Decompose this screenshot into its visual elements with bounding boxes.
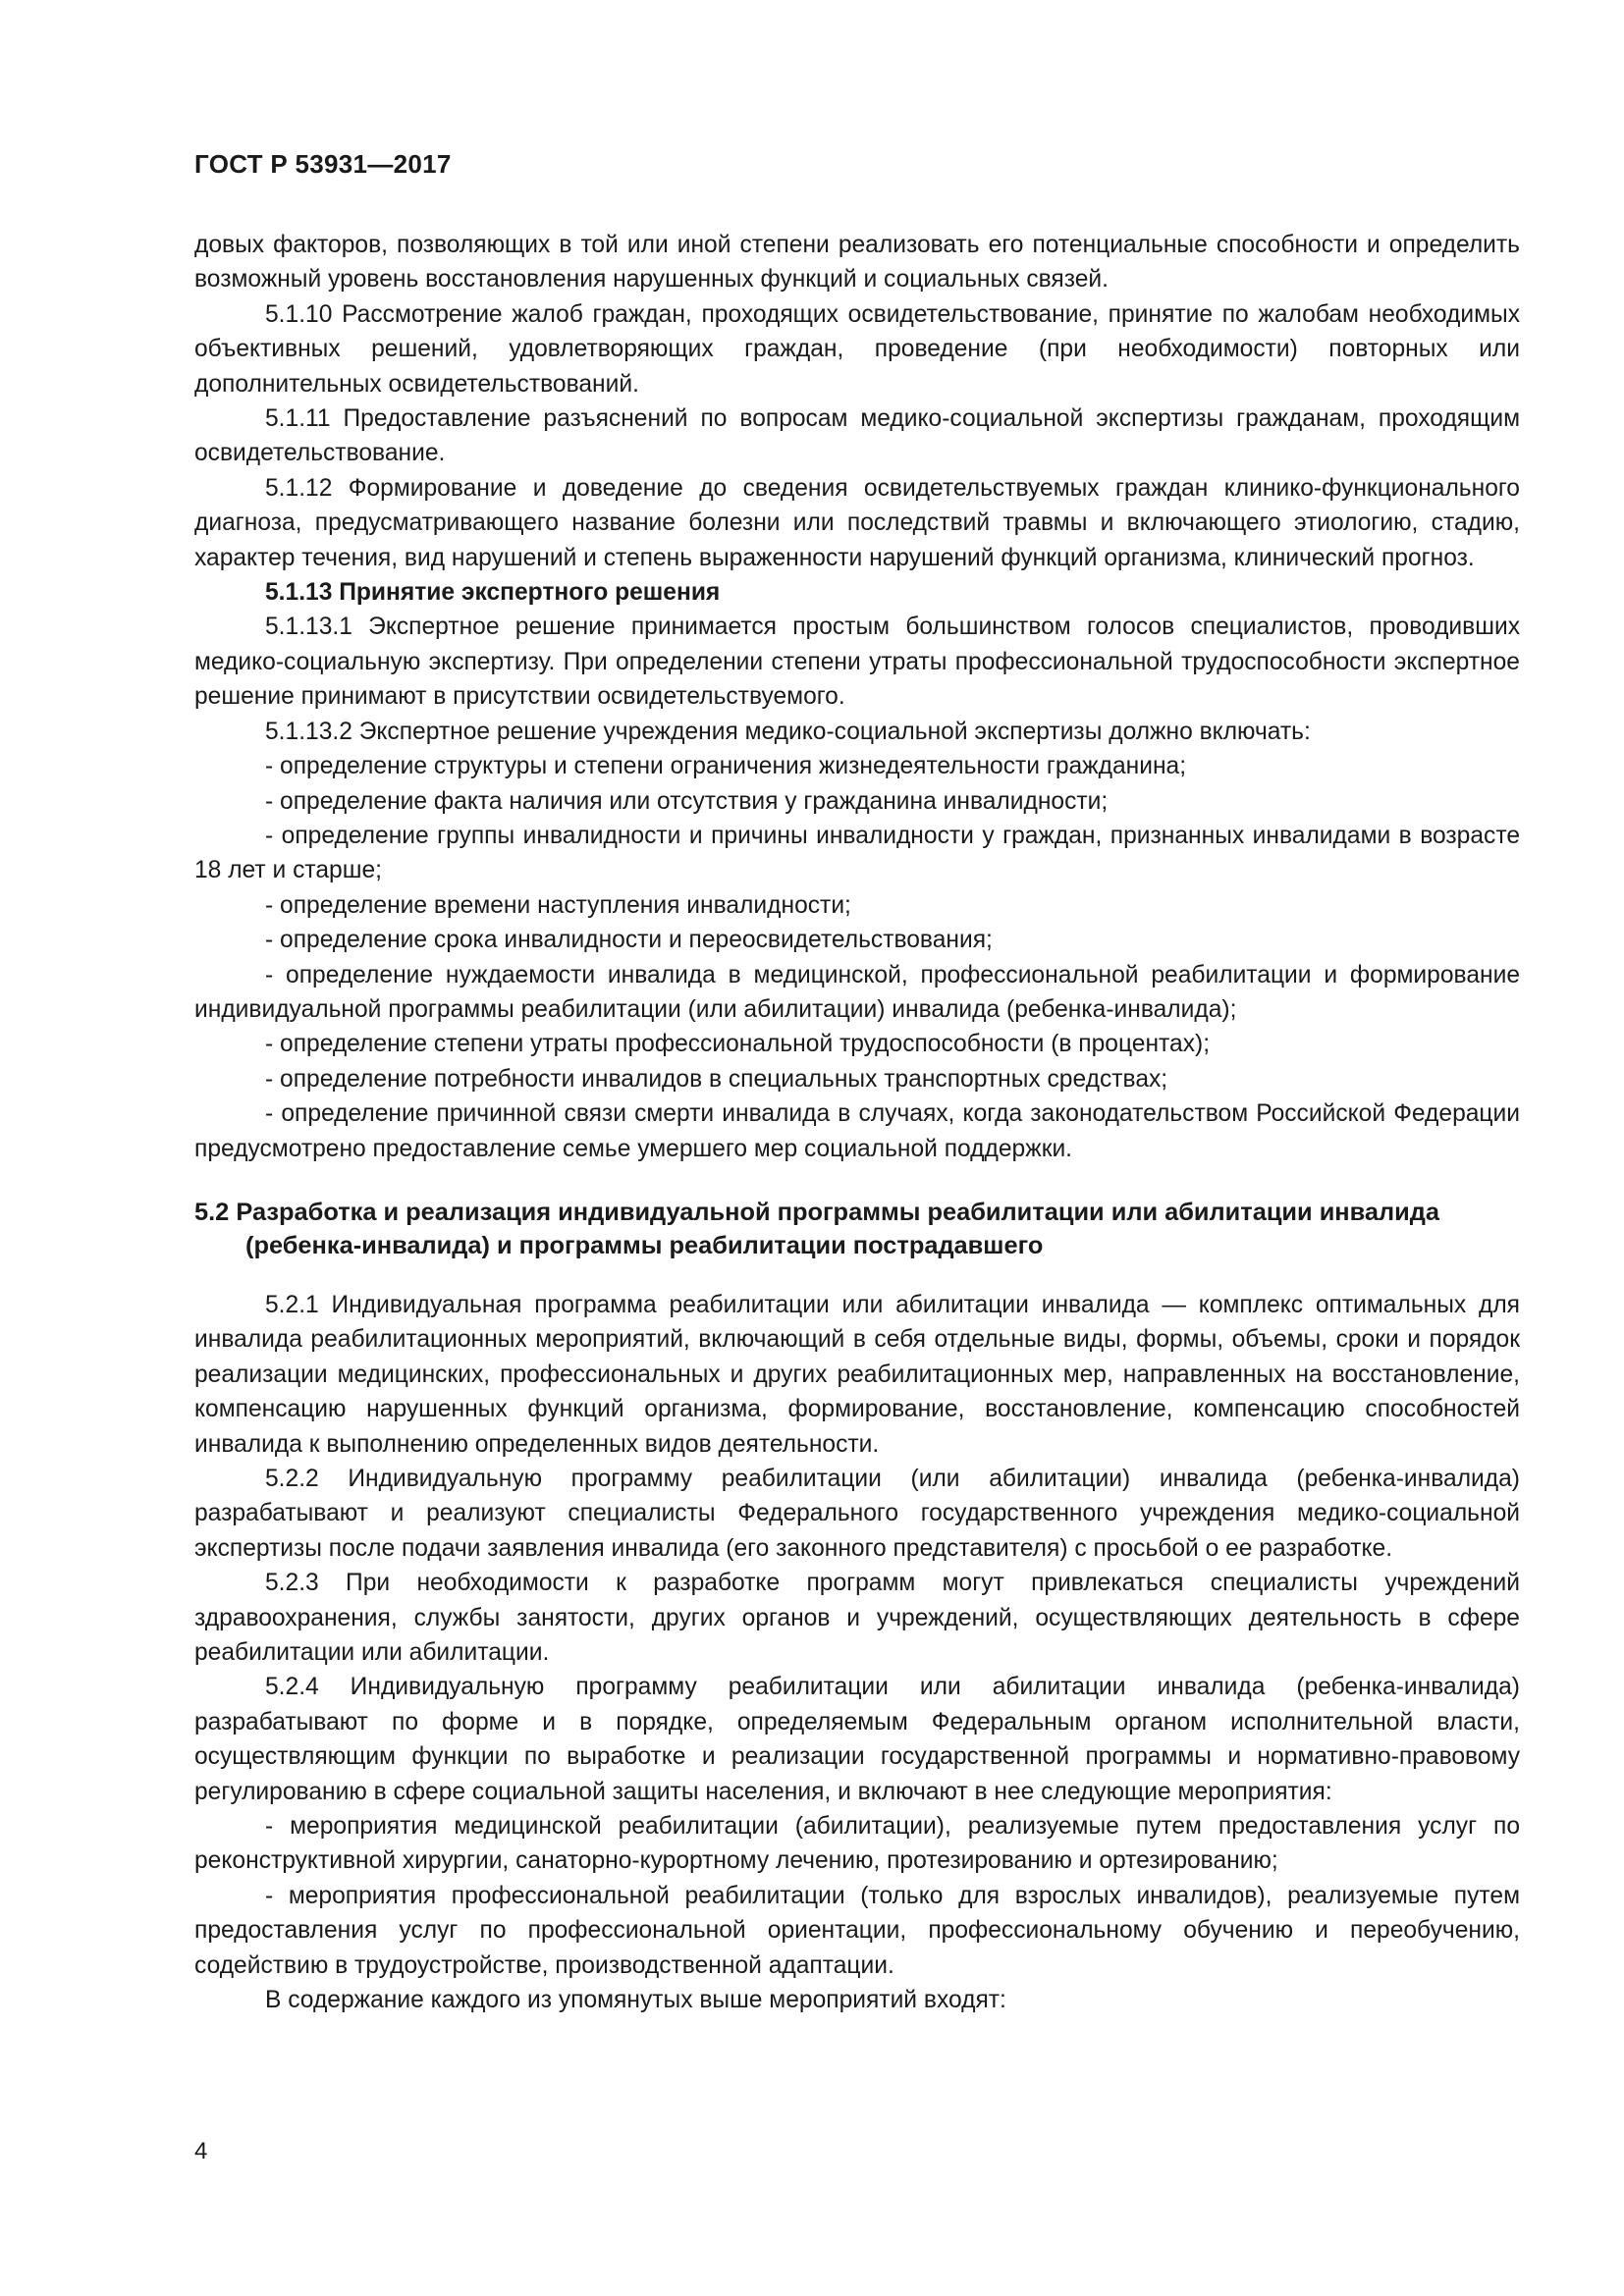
section-title-5-2: 5.2 Разработка и реализация индивидуальной программы реабилитации или абилитации инвалида (ребенка-инвалида) и программы реабилитации пострадавшего bbox=[194, 1198, 1440, 1259]
list-item: - определение времени наступления инвалидности; bbox=[265, 891, 851, 919]
list-item: - определение степени утраты профессиональной трудоспособности (в процентах); bbox=[265, 1031, 1211, 1058]
subheading-5-1-13: 5.1.13 Принятие экспертного решения bbox=[265, 579, 721, 607]
document-body bbox=[194, 228, 1520, 2018]
paragraph-closing: В содержание каждого из упомянутых выше мероприятий входят: bbox=[265, 1987, 1006, 2014]
list-item: - определение факта наличия или отсутствия у гражданина инвалидности; bbox=[265, 787, 1109, 815]
paragraph-5-2-1: 5.2.1 Индивидуальная программа реабилитации или абилитации инвалида — комплекс оптимальных для инвалида реабилитационных мероприятий, включающий в себя отдельные виды, формы, объемы, сроки и порядок реализации медицинских, профессиональных и других реабилитационных мер, направленных на восстановление, компенсацию нарушенных функций организма, формирование, восстановление, компенсацию способностей инвалида к выполнению определенных видов деятельности. bbox=[194, 1291, 1520, 1458]
paragraph-5-2-4: 5.2.4 Индивидуальную программу реабилитации или абилитации инвалида (ребенка-инвалида) разрабатывают по форме и в порядке, определяемым Федеральным органом исполнительной власти, осуществляющим функции по выработке и реализации государственной программы и нормативно-правовому регулированию в сфере социальной защиты населения, и включают в нее следующие мероприятия: bbox=[194, 1674, 1520, 1805]
paragraph-5-1-12: 5.1.12 Формирование и доведение до сведения освидетельствуемых граждан клинико-функционального диагноза, предусматривающего название болезни или последствий травмы и включающего этиологию, стадию, характер течения, вид нарушений и степень выраженности нарушений функций организма, клинический прогноз. bbox=[194, 474, 1520, 571]
paragraph-5-1-10: 5.1.10 Рассмотрение жалоб граждан, проходящих освидетельствование, принятие по жалобам необходимых объективных решений, удовлетворяющих граждан, проведение (при необходимости) повторных или дополнительных освидетельствований. bbox=[194, 300, 1520, 398]
list-item: - определение потребности инвалидов в специальных транспортных средствах; bbox=[265, 1065, 1168, 1093]
document-code-header: ГОСТ Р 53931—2017 bbox=[194, 149, 452, 179]
page-number: 4 bbox=[194, 2138, 208, 2164]
list-item: - определение нуждаемости инвалида в медицинской, профессиональной реабилитации и формирование индивидуальной программы реабилитации (или абилитации) инвалида (ребенка-инвалида); bbox=[194, 961, 1520, 1023]
list-item: - определение срока инвалидности и переосвидетельствования; bbox=[265, 927, 993, 954]
paragraph-continuation: довых факторов, позволяющих в той или иной степени реализовать его потенциальные способности и определить возможный уровень восстановления нарушенных функций и социальных связей. bbox=[194, 232, 1520, 294]
paragraph-5-2-3: 5.2.3 При необходимости к разработке программ могут привлекаться специалисты учреждений здравоохранения, службы занятости, других органов и учреждений, осуществляющих деятельность в сфере реабилитации или абилитации. bbox=[194, 1570, 1520, 1667]
paragraph-5-1-13-1: 5.1.13.1 Экспертное решение принимается простым большинством голосов специалистов, проводивших медико-социальную экспертизу. При определении степени утраты профессиональной трудоспособности экспертное решение принимают в присутствии освидетельствуемого. bbox=[194, 614, 1520, 711]
list-item: - мероприятия профессиональной реабилитации (только для взрослых инвалидов), реализуемые путем предоставления услуг по профессиональной ориентации, профессиональному обучению и переобучению, содействию в трудоустройстве, производственной адаптации. bbox=[194, 1882, 1520, 1979]
list-item: - определение структуры и степени ограничения жизнедеятельности гражданина; bbox=[265, 753, 1187, 780]
list-item: - мероприятия медицинской реабилитации (абилитации), реализуемые путем предоставления услуг по реконструктивной хирургии, санаторно-курортному лечению, протезированию и ортезированию; bbox=[194, 1813, 1520, 1875]
list-item: - определение причинной связи смерти инвалида в случаях, когда законодательством Российской Федерации предусмотрено предоставление семье умершего мер социальной поддержки. bbox=[194, 1100, 1520, 1162]
paragraph-5-2-2: 5.2.2 Индивидуальную программу реабилитации (или абилитации) инвалида (ребенка-инвалида) разрабатывают и реализуют специалисты Федерального государственного учреждения медико-социальной экспертизы после подачи заявления инвалида (его законного представителя) с просьбой о ее разработке. bbox=[194, 1466, 1520, 1562]
list-item: - определение группы инвалидности и причины инвалидности у граждан, признанных инвалидами в возрасте 18 лет и старше; bbox=[194, 822, 1520, 884]
paragraph-5-1-11: 5.1.11 Предоставление разъяснений по вопросам медико-социальной экспертизы гражданам, проходящим освидетельствование. bbox=[194, 405, 1520, 467]
paragraph-5-1-13-2: 5.1.13.2 Экспертное решение учреждения медико-социальной экспертизы должно включать: bbox=[265, 718, 1311, 745]
